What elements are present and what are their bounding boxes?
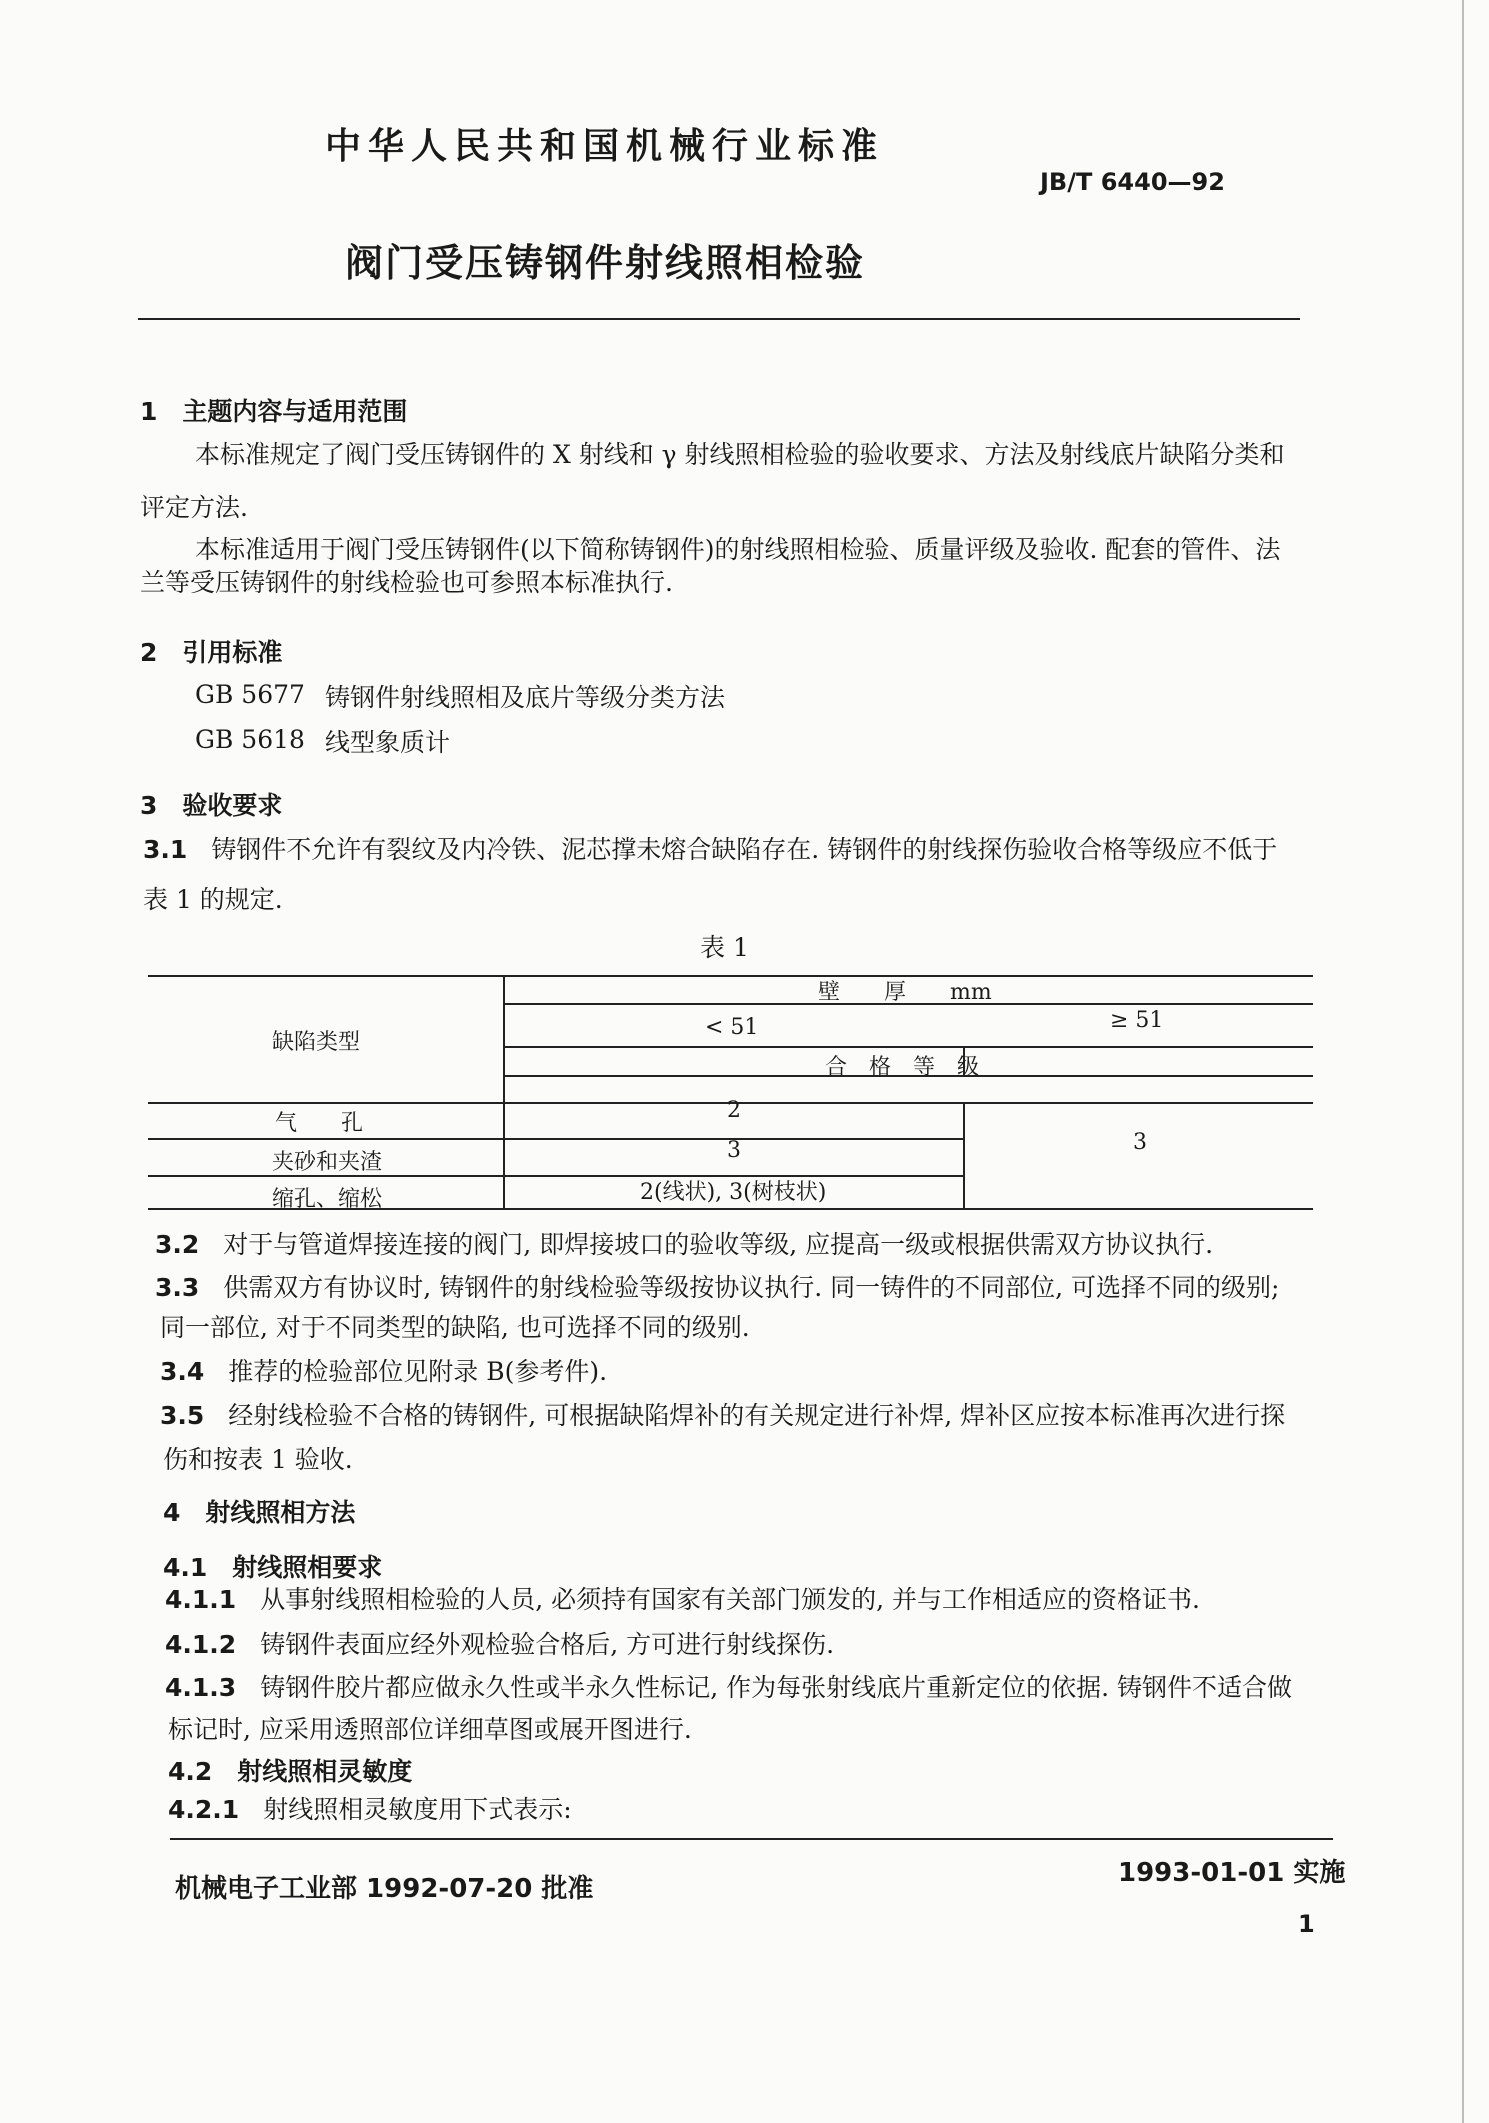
clause-3-2: 3.2 对于与管道焊接连接的阀门, 即焊接坡口的验收等级, 应提高一级或根据供需双方协议执行. xyxy=(155,1230,1214,1259)
section-2-heading: 2 引用标准 xyxy=(140,638,283,667)
section-4-heading: 4 射线照相方法 xyxy=(163,1498,356,1527)
reference-1-code: GB 5677 xyxy=(195,680,305,709)
table-header-lt51: < 51 xyxy=(705,1015,759,1040)
section-1-para-1b: 评定方法. xyxy=(140,493,248,522)
reference-1-title: 铸钢件射线照相及底片等级分类方法 xyxy=(325,683,726,712)
section-3-heading: 3 验收要求 xyxy=(140,791,283,820)
clause-4-1-heading: 4.1 射线照相要求 xyxy=(163,1553,383,1582)
section-1-heading: 1 主题内容与适用范围 xyxy=(140,397,408,426)
standard-org-header: 中华人民共和国机械行业标准 xyxy=(325,126,885,167)
clause-4-1-3: 4.1.3 铸钢件胶片都应做永久性或半永久性标记, 作为每张射线底片重新定位的依据. 铸钢件不适合做 xyxy=(165,1673,1292,1702)
table-row-grade: 2(线状), 3(树枝状) xyxy=(640,1180,827,1205)
table-header-wall-thickness: 壁 厚 mm xyxy=(818,980,992,1005)
table-row-type: 缩孔、缩松 xyxy=(272,1187,383,1212)
clause-4-2-1: 4.2.1 射线照相灵敏度用下式表示: xyxy=(168,1795,572,1824)
table-header-defect-type: 缺陷类型 xyxy=(272,1030,361,1055)
document-title: 阀门受压铸钢件射线照相检验 xyxy=(345,241,866,285)
reference-2-code: GB 5618 xyxy=(195,725,305,754)
table-ge51-grade: 3 xyxy=(1133,1130,1147,1155)
section-1-para-2a: 本标准适用于阀门受压铸钢件(以下简称铸钢件)的射线照相检验、质量评级及验收. 配套的管件、法 xyxy=(195,535,1281,564)
clause-3-5-cont: 伤和按表 1 验收. xyxy=(163,1445,353,1474)
clause-3-3-cont: 同一部位, 对于不同类型的缺陷, 也可选择不同的级别. xyxy=(160,1313,750,1342)
reference-2-title: 线型象质计 xyxy=(325,728,451,757)
table-header-grade: 合 格 等 级 xyxy=(825,1055,980,1080)
clause-4-1-2: 4.1.2 铸钢件表面应经外观检验合格后, 方可进行射线探伤. xyxy=(165,1630,835,1659)
clause-3-4: 3.4 推荐的检验部位见附录 B(参考件). xyxy=(160,1357,608,1386)
table-row-type: 气 孔 xyxy=(275,1111,364,1136)
page-edge xyxy=(1462,0,1464,2123)
clause-3-3: 3.3 供需双方有协议时, 铸钢件的射线检验等级按协议执行. 同一铸件的不同部位, 可选择不同的级别; xyxy=(155,1273,1280,1302)
page-number: 1 xyxy=(1298,1910,1315,1938)
clause-4-1-3-cont: 标记时, 应采用透照部位详细草图或展开图进行. xyxy=(168,1715,692,1744)
clause-4-1-1: 4.1.1 从事射线照相检验的人员, 必须持有国家有关部门颁发的, 并与工作相适应的资格证书. xyxy=(165,1585,1200,1614)
standard-code: JB/T 6440—92 xyxy=(1040,168,1225,196)
effective-date: 1993-01-01 实施 xyxy=(1118,1858,1346,1888)
header-rule xyxy=(138,318,1300,320)
clause-4-2-heading: 4.2 射线照相灵敏度 xyxy=(168,1757,413,1786)
footer-rule xyxy=(170,1838,1333,1840)
table-row-type: 夹砂和夹渣 xyxy=(272,1150,383,1175)
clause-3-1-cont: 表 1 的规定. xyxy=(143,885,283,914)
section-1-para-1a: 本标准规定了阀门受压铸钢件的 X 射线和 γ 射线照相检验的验收要求、方法及射线底片缺陷分类和 xyxy=(195,440,1285,469)
section-1-para-2b: 兰等受压铸钢件的射线检验也可参照本标准执行. xyxy=(140,568,673,597)
table-row-grade: 3 xyxy=(727,1138,741,1163)
table-1-caption: 表 1 xyxy=(700,933,749,962)
table-header-ge51: ≥ 51 xyxy=(1110,1008,1164,1033)
clause-3-5: 3.5 经射线检验不合格的铸钢件, 可根据缺陷焊补的有关规定进行补焊, 焊补区应按本标准再次进行探 xyxy=(160,1401,1286,1430)
clause-3-1: 3.1 铸钢件不允许有裂纹及内冷铁、泥芯撑未熔合缺陷存在. 铸钢件的射线探伤验收合格等级应不低于 xyxy=(143,835,1278,864)
approval-line: 机械电子工业部 1992-07-20 批准 xyxy=(175,1874,594,1904)
table-row-grade: 2 xyxy=(727,1098,741,1123)
